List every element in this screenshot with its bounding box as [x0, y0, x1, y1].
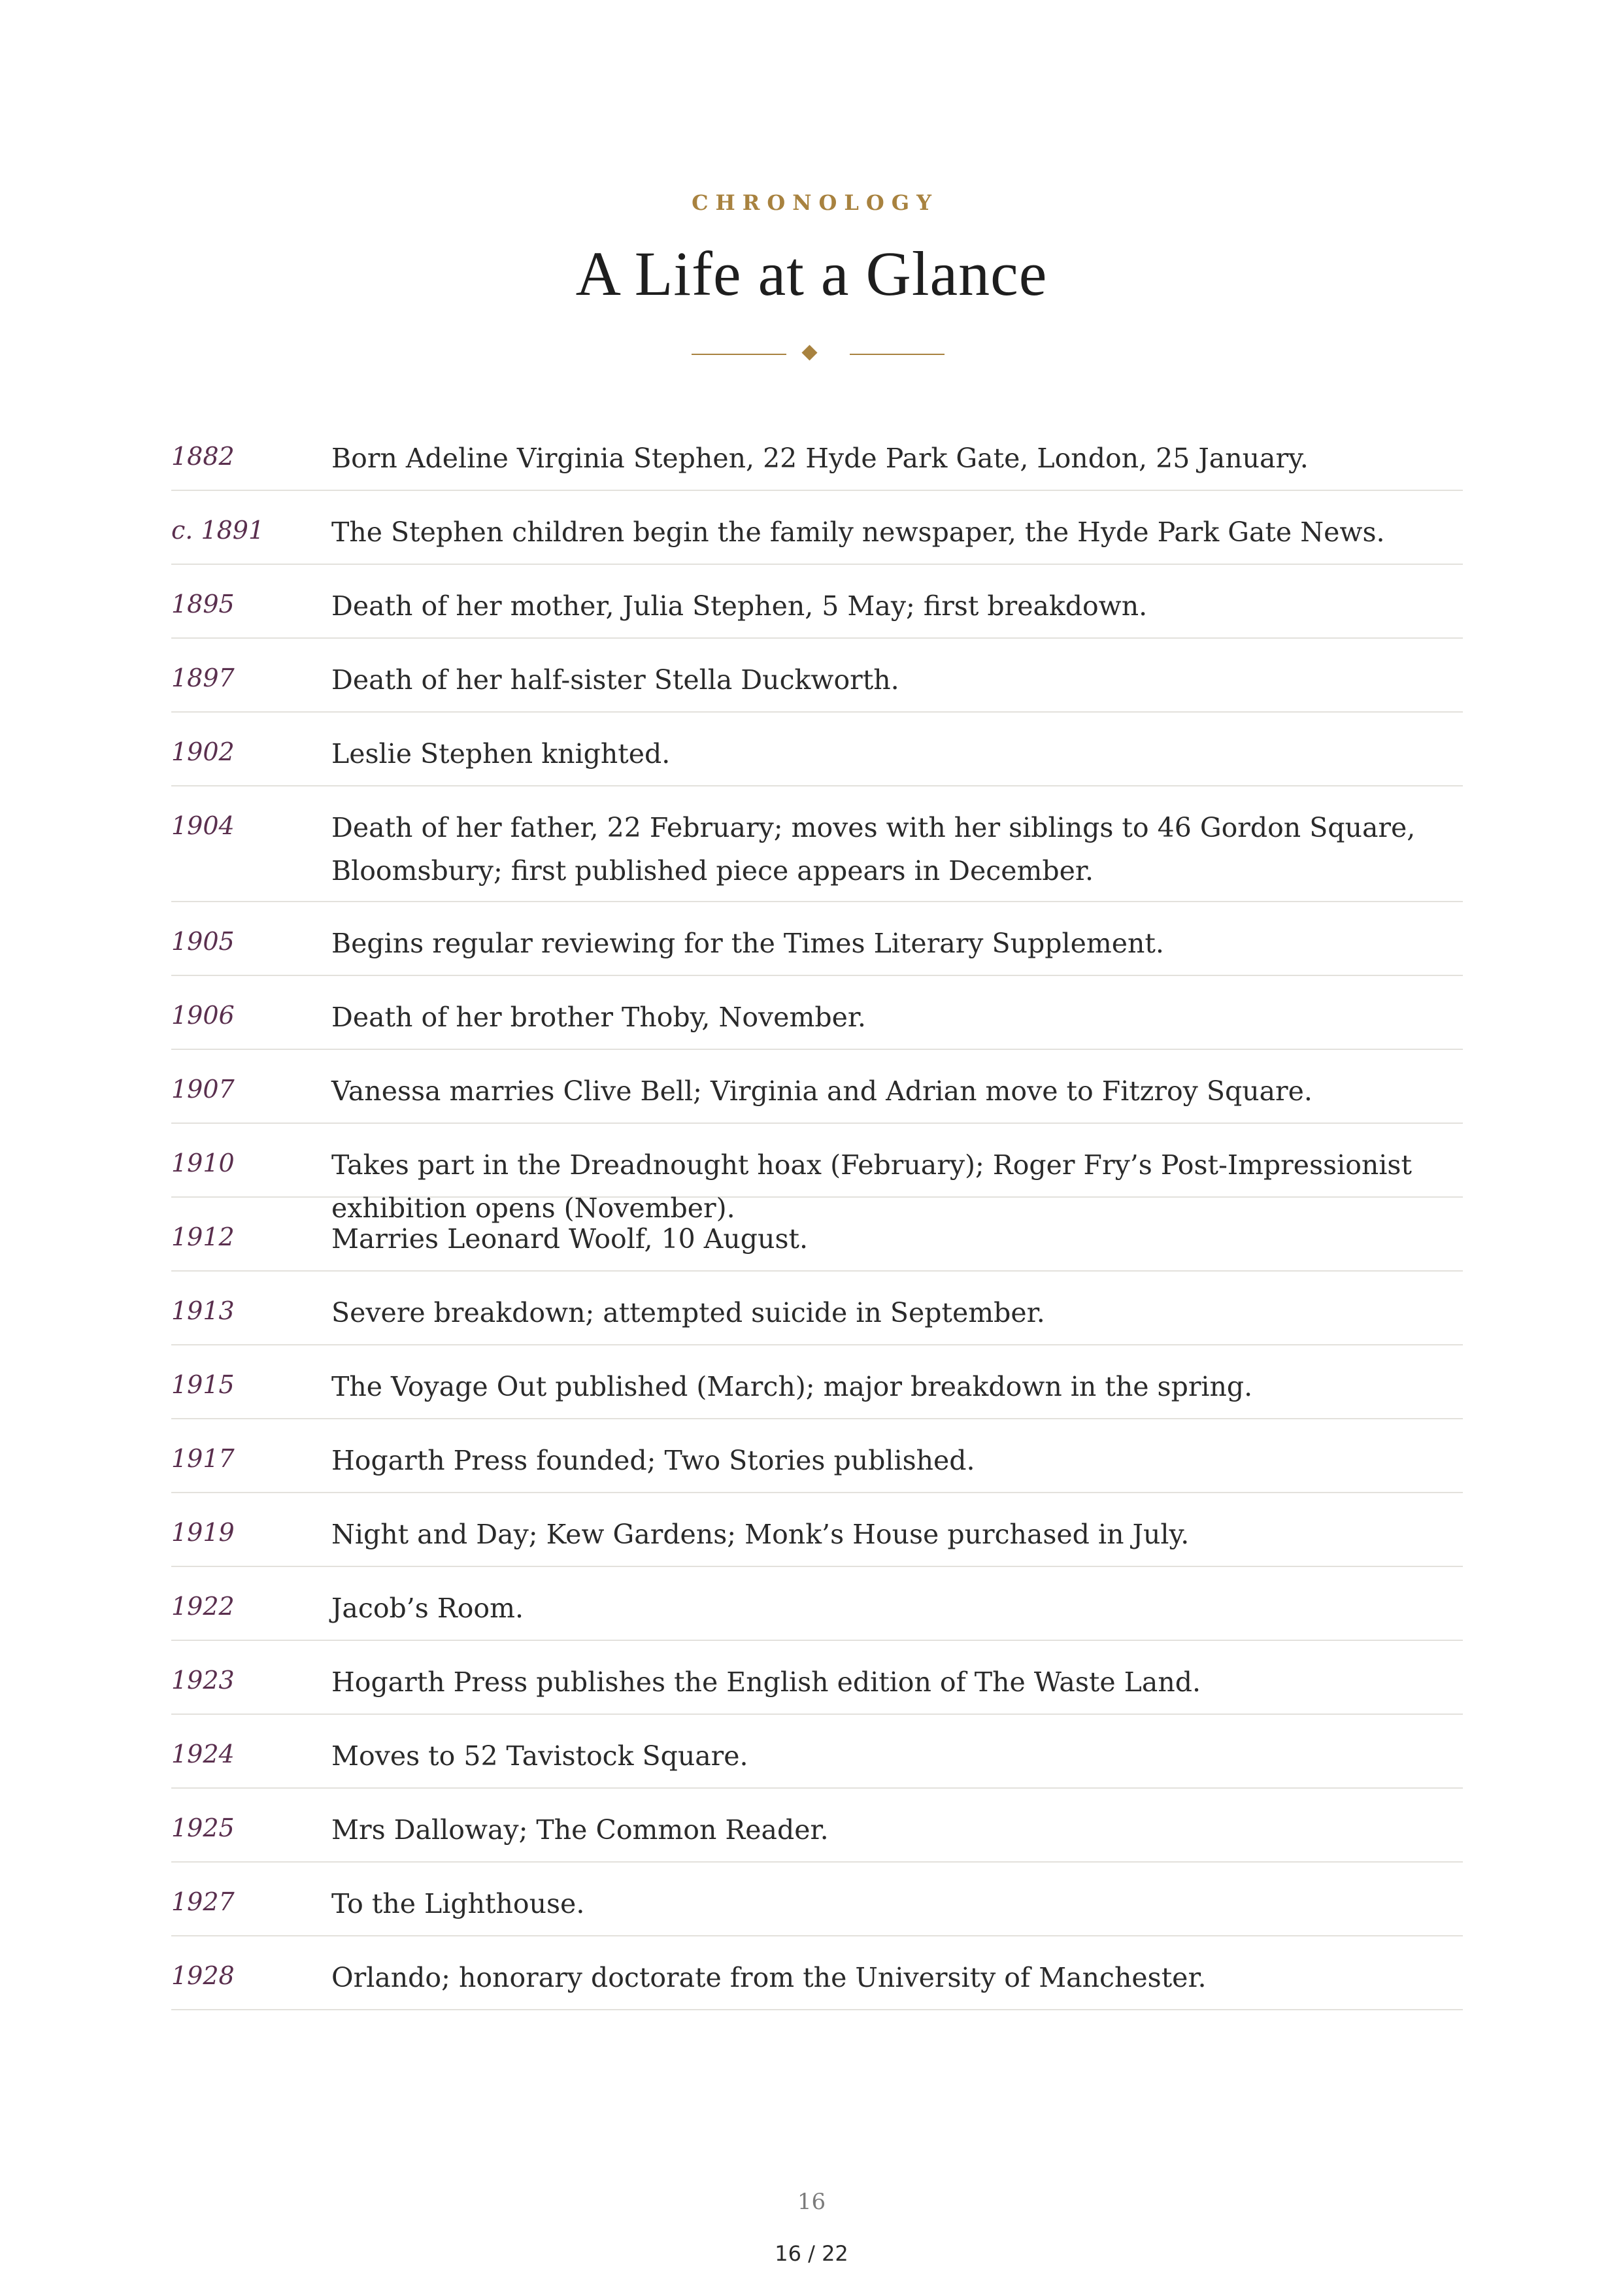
- title-ornament: [0, 346, 1623, 362]
- timeline-event: Orlando; honorary doctorate from the University of Manchester.: [331, 1962, 1207, 1993]
- timeline-year: 1897: [171, 664, 235, 692]
- timeline-event: Marries Leonard Woolf, 10 August.: [331, 1223, 809, 1255]
- timeline-event: Moves to 52 Tavistock Square.: [331, 1740, 748, 1772]
- timeline-year: 1905: [171, 927, 235, 956]
- timeline-event: The Stephen children begin the family newspaper, the Hyde Park Gate News.: [331, 516, 1385, 548]
- timeline-event: Severe breakdown; attempted suicide in September.: [331, 1297, 1045, 1328]
- timeline-event: Night and Day; Kew Gardens; Monk’s House purchased in July.: [331, 1519, 1190, 1550]
- timeline-event: Death of her half-sister Stella Duckworth.: [331, 664, 899, 696]
- timeline-row: [171, 565, 1463, 639]
- timeline-row: [171, 1124, 1463, 1224]
- timeline-row: [171, 713, 1463, 786]
- page-header: [0, 190, 1623, 310]
- timeline-row: [171, 1272, 1463, 1345]
- timeline-year: 1882: [171, 442, 235, 471]
- timeline-year: 1904: [171, 811, 235, 840]
- timeline-event: Vanessa marries Clive Bell; Virginia and Adrian move to Fitzroy Square.: [331, 1075, 1313, 1107]
- timeline-year: 1924: [171, 1740, 235, 1768]
- timeline-year: 1925: [171, 1814, 235, 1842]
- page-title: A Life at a Glance: [575, 239, 1048, 309]
- timeline-event: Leslie Stephen knighted.: [331, 738, 671, 769]
- timeline-row: [171, 639, 1463, 713]
- timeline-year: 1927: [171, 1887, 235, 1916]
- timeline-event: Death of her father, 22 February; moves with her siblings to 46 Gordon Square, Bloomsbury; first published piece appears in December.: [331, 812, 1416, 886]
- timeline-event: The Voyage Out published (March); major breakdown in the spring.: [331, 1371, 1253, 1402]
- timeline-year: c. 1891: [171, 516, 265, 545]
- chronology-list: [171, 417, 1463, 2010]
- timeline-row: [171, 1419, 1463, 1493]
- timeline-event: Jacob’s Room.: [331, 1593, 524, 1624]
- timeline-year: 1912: [171, 1223, 235, 1251]
- timeline-event: Death of her mother, Julia Stephen, 5 May; first breakdown.: [331, 590, 1148, 622]
- timeline-event: Hogarth Press founded; Two Stories published.: [331, 1445, 975, 1476]
- timeline-row: [171, 1345, 1463, 1419]
- ornament-line-left: [692, 354, 786, 355]
- timeline-year: 1917: [171, 1444, 235, 1473]
- timeline-row: [171, 491, 1463, 565]
- timeline-event: Hogarth Press publishes the English edition of The Waste Land.: [331, 1666, 1201, 1698]
- ornament-line-right: [850, 354, 945, 355]
- timeline-row: [171, 417, 1463, 491]
- timeline-row: [171, 976, 1463, 1050]
- timeline-row: [171, 786, 1463, 902]
- timeline-row: [171, 1567, 1463, 1641]
- page-number: 16: [797, 2189, 826, 2215]
- timeline-row: [171, 1863, 1463, 1936]
- page-count-indicator: 16 / 22: [775, 2241, 848, 2266]
- timeline-event: To the Lighthouse.: [331, 1888, 585, 1919]
- timeline-row: [171, 1715, 1463, 1789]
- timeline-year: 1906: [171, 1001, 235, 1030]
- timeline-year: 1923: [171, 1666, 235, 1695]
- timeline-row: [171, 1936, 1463, 2010]
- diamond-icon: [801, 345, 817, 360]
- timeline-year: 1895: [171, 590, 235, 618]
- timeline-year: 1913: [171, 1296, 235, 1325]
- timeline-row: [171, 1789, 1463, 1863]
- timeline-year: 1922: [171, 1592, 235, 1621]
- timeline-row: [171, 1050, 1463, 1124]
- timeline-row: [171, 1493, 1463, 1567]
- timeline-event: Takes part in the Dreadnought hoax (February); Roger Fry’s Post-Impressionist exhibition opens (November).: [331, 1149, 1412, 1224]
- timeline-event: Death of her brother Thoby, November.: [331, 1002, 866, 1033]
- timeline-event: Begins regular reviewing for the Times Literary Supplement.: [331, 928, 1164, 959]
- timeline-year: 1910: [171, 1149, 235, 1177]
- timeline-row: [171, 1641, 1463, 1715]
- timeline-event: Born Adeline Virginia Stephen, 22 Hyde Park Gate, London, 25 January.: [331, 443, 1309, 474]
- timeline-row: [171, 902, 1463, 976]
- timeline-year: 1928: [171, 1961, 235, 1990]
- timeline-year: 1919: [171, 1518, 235, 1547]
- timeline-year: 1902: [171, 737, 235, 766]
- timeline-year: 1915: [171, 1370, 235, 1399]
- timeline-event: Mrs Dalloway; The Common Reader.: [331, 1814, 829, 1846]
- timeline-year: 1907: [171, 1075, 235, 1104]
- timeline-row: [171, 1198, 1463, 1272]
- section-kicker: CHRONOLOGY: [692, 190, 939, 215]
